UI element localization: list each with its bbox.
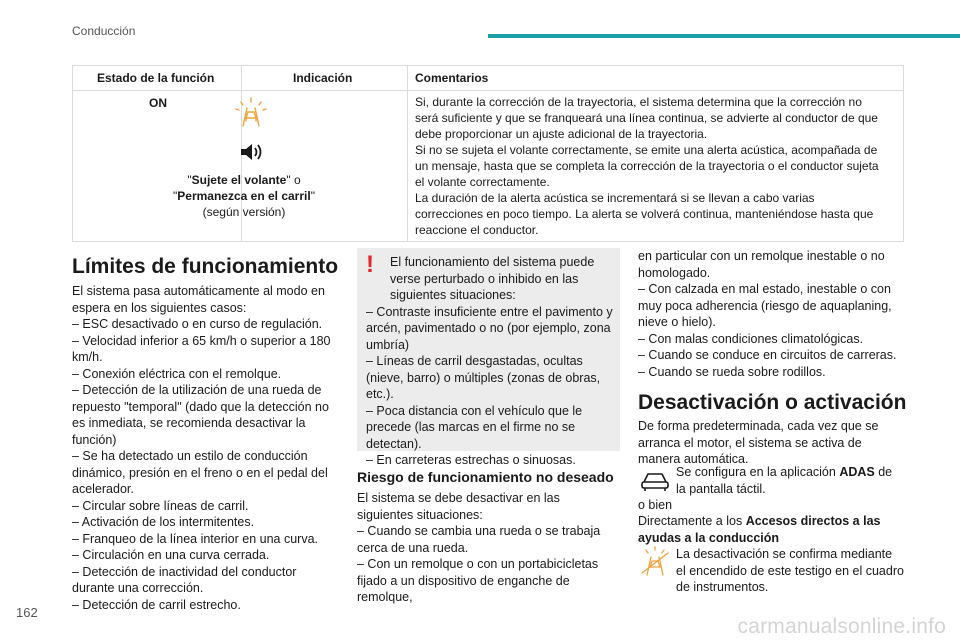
comment-paragraph: Si, durante la corrección de la trayectoria, el sistema determina que la corrección no será suficiente y que se franqueará una línea continua, se advierte al conductor de que debe proporcionar un ajuste adicional de la trayectoria.: [415, 95, 878, 141]
list-item: – Detección de carril estrecho.: [72, 597, 241, 612]
warning-intro: El funcionamiento del sistema puede verse perturbado o inhibido en las siguientes situaciones:: [390, 255, 595, 302]
list-item: – Detección de la utilización de una rueda de repuesto "temporal" (dado que la detección no es inmediata, se recomienda desactivar la función): [72, 383, 329, 447]
comment-paragraph: Si no se sujeta el volante correctamente, se emite una alerta acústica, acompañada de un mensaje, hasta que se completa la corrección de la trayectoria o el conductor sujeta el volante correctamente.: [415, 143, 879, 189]
risk-list: [357, 490, 619, 606]
comments-cell: [415, 94, 880, 238]
indication-text: "Sujete el volante" o "Permanezca en el carril" (según versión): [173, 173, 315, 219]
confirm-text: La desactivación se confirma mediante el encendido de este testigo en el cuadro de instrumentos.: [676, 547, 904, 594]
lane-keep-warning-icon: [233, 96, 269, 133]
limits-list: [72, 283, 340, 613]
col-header-comments: Comentarios: [415, 71, 489, 85]
risk-continued-list: [638, 248, 904, 380]
list-item: en particular con un remolque inestable o no homologado.: [638, 249, 885, 280]
list-item: – Franqueo de la línea interior en una curva.: [72, 531, 318, 546]
config-text: Se configura en la aplicación ADAS de la pantalla táctil.: [676, 465, 893, 496]
table-header: [73, 66, 903, 91]
lane-keep-off-icon: [638, 545, 672, 582]
comment-paragraph: La duración de la alerta acústica se incrementará si se llevan a cabo varias correcciones en poco tiempo. La alerta se volverá continua, manteniéndose hasta que reaccione el conductor.: [415, 191, 874, 237]
col-header-indication: Indicación: [293, 71, 353, 85]
warning-text: [366, 251, 616, 469]
list-item: – Cuando se conduce en circuitos de carreras.: [638, 348, 897, 362]
table-divider: [407, 66, 408, 241]
col-header-state: Estado de la función: [97, 71, 215, 85]
warning-icon: !: [366, 251, 374, 278]
adas-app-name: ADAS: [839, 465, 875, 479]
list-item: – Circular sobre líneas de carril.: [72, 498, 249, 513]
list-item: – Con un remolque o con un portabicicletas fijado a un dispositivo de enganche de remolque,: [357, 557, 599, 604]
limits-intro: El sistema pasa automáticamente al modo en espera en los siguientes casos:: [72, 284, 325, 315]
driving-aids-shortcut: Accesos directos a las ayudas a la conducción: [638, 514, 881, 545]
list-item: – Se ha detectado un estilo de conducción dinámico, presión en el freno o en el pedal del acelerador.: [72, 449, 328, 496]
list-item: – ESC desactivado o en curso de regulación.: [72, 317, 323, 331]
list-item: – Detección de inactividad del conductor durante una corrección.: [72, 564, 297, 595]
speaker-icon: [238, 141, 264, 168]
page-number: 162: [16, 605, 38, 620]
car-icon: [640, 468, 670, 497]
list-item: – Poca distancia con el vehículo que le precede (las marcas en el firme no se detectan).: [366, 403, 583, 451]
version-note: (según versión): [202, 205, 286, 219]
message-hold-wheel: Sujete el volante: [191, 173, 287, 187]
state-value: ON: [149, 96, 167, 110]
list-item: – Contraste insuficiente entre el pavimento y arcén, pavimentado o no (por ejemplo, zona umbría): [366, 304, 613, 352]
list-item: – Líneas de carril desgastadas, ocultas (nieve, barro) o múltiples (zonas de obras, etc.).: [366, 354, 601, 401]
or-text: o: [290, 173, 301, 187]
or-text: o bien: [638, 498, 673, 512]
risk-title: Riesgo de funcionamiento no deseado: [357, 469, 614, 485]
message-stay-in-lane: Permanezca en el carril: [177, 189, 311, 203]
list-item: – Cuando se rueda sobre rodillos.: [638, 364, 826, 379]
list-item: – Conexión eléctrica con el remolque.: [72, 366, 282, 381]
watermark: carmanualsonline.info: [737, 615, 946, 638]
list-item: – En carreteras estrechas o sinuosas.: [366, 453, 576, 467]
list-item: – Circulación en una curva cerrada.: [72, 548, 270, 562]
deactivation-intro: De forma predeterminada, cada vez que se arranca el motor, el sistema se activa de manera automática.: [638, 419, 879, 466]
risk-intro: El sistema se debe desactivar en las siguientes situaciones:: [357, 491, 560, 522]
limits-title: Límites de funcionamiento: [72, 255, 339, 278]
list-item: – Activación de los intermitentes.: [72, 515, 255, 529]
deactivation-title: Desactivación o activación: [638, 391, 907, 414]
direct-access-text: Directamente a los Accesos directos a las ayudas a la conducción: [638, 514, 881, 545]
list-item: – Velocidad inferior a 65 km/h o superior a 180 km/h.: [72, 333, 331, 364]
accent-bar: [488, 34, 960, 38]
list-item: – Cuando se cambia una rueda o se trabaja cerca de una rueda.: [357, 524, 601, 555]
section-title: Conducción: [72, 24, 136, 38]
list-item: – Con calzada en mal estado, inestable o con muy poca adherencia (riesgo de aquaplaning, nieve o hielo).: [638, 282, 892, 329]
list-item: – Con malas condiciones climatológicas.: [638, 331, 864, 346]
